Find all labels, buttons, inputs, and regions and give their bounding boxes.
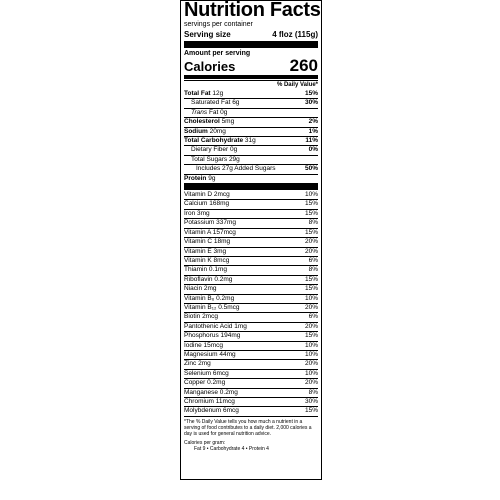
vitamin-row: [184, 397, 318, 406]
vitamin-name: Pantothenic Acid 1mg: [184, 322, 247, 330]
vitamin-name: Manganese 0.2mg: [184, 388, 238, 396]
vitamin-dv: 8%: [308, 266, 318, 274]
vitamin-row: [184, 331, 318, 340]
nutrient-row: [184, 98, 318, 107]
vitamin-row: [184, 303, 318, 312]
nutrient-name: [184, 90, 223, 98]
thick-divider-2: [184, 183, 318, 190]
vitamin-dv: 15%: [304, 228, 318, 236]
nutrient-label: Trans: [191, 108, 208, 116]
nutrient-name: [184, 137, 256, 145]
vitamin-row: [184, 388, 318, 397]
nutrient-amount: Fat 0g: [207, 108, 228, 116]
nutrient-dv: 15%: [304, 90, 318, 97]
vitamin-name: Iron 3mg: [184, 209, 210, 217]
vitamin-name: Vitamin E 3mg: [184, 247, 227, 255]
vitamin-name: Copper 0.2mg: [184, 379, 226, 387]
vitamin-row: [184, 218, 318, 227]
calories-label: Calories: [184, 59, 236, 74]
vitamin-dv: 15%: [304, 209, 318, 217]
nutrient-label: Dietary Fiber: [191, 146, 229, 154]
footnote: *The % Daily Value tells you how much a nutrient in a serving of food contributes to a daily diet. 2,000 calories a day is used for general nutrition advice.: [184, 416, 318, 437]
vitamin-dv: 15%: [304, 407, 318, 415]
vitamin-name: Zinc 2mg: [184, 360, 211, 368]
vitamin-name: Vitamin A 157mcg: [184, 228, 236, 236]
nutrient-label: Total Fat: [184, 90, 211, 97]
vitamin-dv: 15%: [304, 200, 318, 208]
nutrient-name: [184, 118, 234, 126]
vitamin-name: Potassium 337mg: [184, 219, 237, 227]
vitamin-row: [184, 256, 318, 265]
vitamin-name: Phosphorus 194mg: [184, 332, 241, 340]
vitamin-dv: 8%: [308, 219, 318, 227]
vitamin-dv: 10%: [304, 294, 318, 302]
vitamin-row: [184, 406, 318, 415]
nutrient-row: [184, 127, 318, 136]
nutrient-dv: 50%: [304, 165, 318, 173]
vitamin-dv: 20%: [304, 322, 318, 330]
vitamin-row: [184, 275, 318, 284]
nutrient-list: [184, 90, 318, 183]
vitamin-dv: 20%: [304, 379, 318, 387]
vitamin-dv: 20%: [304, 247, 318, 255]
vitamin-dv: 10%: [304, 341, 318, 349]
vitamin-dv: 30%: [304, 398, 318, 405]
nutrient-label: Includes 27g Added Sugars: [196, 165, 276, 173]
vitamin-name: Vitamin B₁₂ 0.5mcg: [184, 303, 240, 311]
nutrient-name: [191, 156, 240, 164]
nutrient-label: Cholesterol: [184, 118, 220, 126]
vitamin-row: [184, 350, 318, 359]
thick-divider: [184, 41, 318, 48]
vitamin-name: Vitamin C 18mg: [184, 238, 231, 246]
nutrient-label: Total Carbohydrate: [184, 137, 244, 145]
vitamin-dv: 15%: [304, 332, 318, 340]
nutrient-amount: 20mg: [207, 127, 226, 135]
servings-per-container: servings per container: [184, 21, 253, 28]
vitamin-name: Biotin 2mcg: [184, 313, 218, 321]
vitamin-name: Vitamin K 8mcg: [184, 256, 230, 264]
nutrient-row: [184, 90, 318, 98]
serving-size-value: 4 floz (115g): [272, 30, 318, 39]
vitamin-name: Chromium 11mcg: [184, 398, 235, 405]
nutrient-amount: 31g: [243, 137, 256, 145]
vitamin-row: [184, 359, 318, 368]
vitamin-list: [184, 191, 318, 416]
nutrient-dv: 30%: [304, 99, 318, 107]
calories-per-gram: Fat 9 • Carbohydrate 4 • Protein 4: [194, 445, 269, 452]
vitamin-dv: 10%: [304, 369, 318, 377]
nutrient-label: Saturated Fat: [191, 99, 231, 107]
nutrient-name: [184, 175, 215, 183]
nutrient-amount: 9g: [206, 174, 216, 182]
vitamin-name: Thiamin 0.1mg: [184, 266, 227, 274]
daily-value-header: % Daily Value*: [184, 80, 318, 90]
vitamin-row: [184, 369, 318, 378]
medium-divider: [184, 75, 318, 79]
vitamin-row: [184, 294, 318, 303]
label-title: Nutrition Facts: [184, 0, 321, 21]
nutrient-label: Sodium: [184, 127, 208, 135]
nutrient-dv: 11%: [305, 137, 318, 145]
vitamin-name: Niacin 2mg: [184, 285, 217, 293]
serving-size-label: Serving size: [184, 30, 231, 39]
nutrient-amount: 6g: [230, 99, 240, 107]
vitamin-name: Vitamin D 2mcg: [184, 191, 230, 199]
vitamin-name: Selenium 6mcg: [184, 369, 229, 377]
nutrient-row: [184, 145, 318, 154]
nutrient-dv: 1%: [308, 127, 318, 135]
vitamin-name: Magnesium 44mg: [184, 350, 236, 358]
vitamin-row: [184, 247, 318, 256]
vitamin-dv: 20%: [304, 303, 318, 311]
vitamin-row: [184, 284, 318, 293]
vitamin-dv: 10%: [304, 191, 318, 199]
calories-row: [184, 58, 318, 74]
vitamin-dv: 6%: [308, 313, 318, 321]
vitamin-name: Vitamin B₆ 0.2mg: [184, 294, 235, 302]
vitamin-row: [184, 228, 318, 237]
calories-per-gram-label: Calories per gram:: [184, 439, 226, 446]
nutrient-dv: 2%: [308, 118, 318, 126]
nutrient-amount: 12g: [210, 90, 224, 97]
vitamin-row: [184, 199, 318, 208]
nutrient-amount: 29g: [227, 155, 240, 163]
nutrient-amount: 0g: [228, 146, 238, 154]
nutrient-row: [184, 117, 318, 126]
nutrient-name: [196, 165, 276, 173]
vitamin-name: Molybdenum 6mcg: [184, 407, 239, 415]
nutrient-name: [191, 109, 227, 117]
amount-per-serving: Amount per serving: [184, 50, 251, 57]
nutrient-amount: 5mg: [219, 118, 235, 126]
nutrient-name: [184, 128, 226, 136]
serving-size-row: [184, 29, 318, 40]
vitamin-name: Iodine 15mcg: [184, 341, 224, 349]
nutrient-label: Total Sugars: [191, 155, 228, 163]
vitamin-row: [184, 322, 318, 331]
nutrient-row: [184, 155, 318, 164]
vitamin-dv: 20%: [304, 238, 318, 246]
vitamin-dv: 8%: [308, 388, 318, 396]
vitamin-dv: 10%: [304, 350, 318, 358]
vitamin-row: [184, 237, 318, 246]
vitamin-row: [184, 191, 318, 199]
vitamin-row: [184, 265, 318, 274]
nutrient-dv: 0%: [308, 146, 318, 154]
nutrient-row: [184, 108, 318, 117]
nutrient-row: [184, 174, 318, 183]
nutrient-row: [184, 164, 318, 173]
nutrition-label: [180, 0, 322, 480]
vitamin-dv: 6%: [308, 256, 318, 264]
nutrient-name: [191, 146, 237, 154]
vitamin-dv: 20%: [304, 360, 318, 368]
vitamin-dv: 15%: [304, 285, 318, 293]
vitamin-name: Riboflavin 0.2mg: [184, 275, 233, 283]
vitamin-row: [184, 378, 318, 387]
nutrient-row: [184, 136, 318, 145]
nutrient-label: Protein: [184, 174, 207, 182]
nutrient-name: [191, 99, 239, 107]
vitamin-row: [184, 312, 318, 321]
vitamin-name: Calcium 168mg: [184, 200, 230, 208]
vitamin-row: [184, 341, 318, 350]
vitamin-row: [184, 209, 318, 218]
vitamin-dv: 15%: [304, 275, 318, 283]
calories-value: 260: [289, 56, 318, 75]
